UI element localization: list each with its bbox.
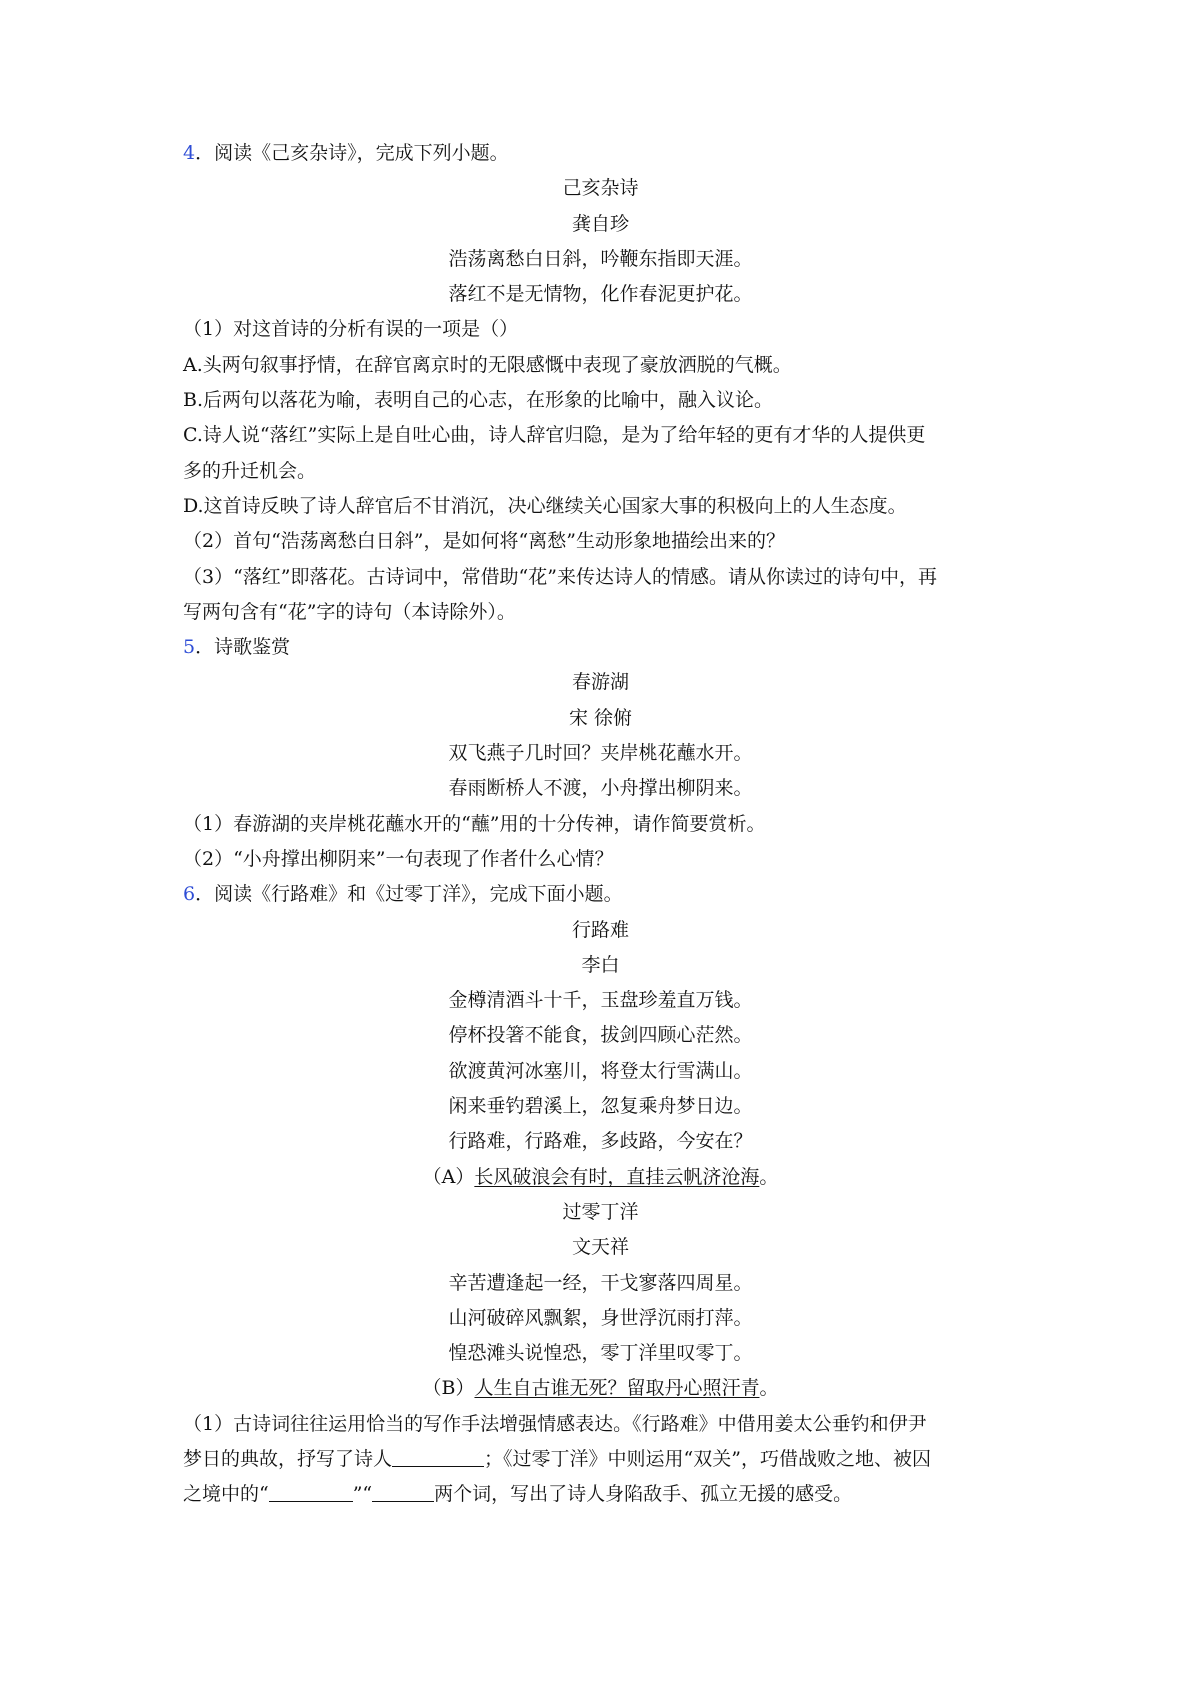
q4-option-b: B.后两句以落花为喻，表明自己的心志，在形象的比喻中，融入议论。 — [183, 389, 774, 412]
q6-poem1-line: 停杯投箸不能食，拔剑四顾心茫然。 — [448, 1024, 753, 1047]
q4-option-c: C.诗人说“落红”实际上是自吐心曲，诗人辞官归隐，是为了给年轻的更有才华的人提供更 — [183, 424, 926, 447]
q5-number: 5 — [183, 636, 196, 659]
mark-b: （B） — [422, 1377, 475, 1400]
underlined-line-b: 人生自古谁无死？留取丹心照汗青 — [474, 1377, 760, 1400]
q5-poem-line: 双飞燕子几时回？夹岸桃花蘸水开。 — [448, 742, 753, 765]
q5-intro: 5．诗歌鉴赏 — [183, 636, 291, 659]
q6-poem1-title: 行路难 — [571, 918, 629, 941]
q6-poem1-line: 金樽清酒斗十千，玉盘珍羞直万钱。 — [448, 989, 753, 1012]
q4-option-a: A.头两句叙事抒情，在辞官离京时的无限感慨中表现了豪放洒脱的气概。 — [183, 353, 792, 376]
q6-poem1-line: 欲渡黄河冰塞川，将登太行雪满山。 — [448, 1059, 753, 1082]
q6-intro: 6．阅读《行路难》和《过零丁洋》，完成下面小题。 — [183, 883, 623, 906]
q4-intro: 4．阅读《己亥杂诗》，完成下列小题。 — [183, 142, 509, 164]
q4-number: 4 — [183, 142, 196, 164]
q5-sub1: （1）春游湖的夹岸桃花蘸水开的“蘸”用的十分传神，请作简要赏析。 — [183, 812, 766, 835]
q6-poem2-author: 文天祥 — [571, 1236, 629, 1259]
q4-poem-line: 落红不是无情物，化作春泥更护花。 — [448, 283, 753, 306]
q4-option-d: D.这首诗反映了诗人辞官后不甘消沉，决心继续关心国家大事的积极向上的人生态度。 — [183, 494, 907, 517]
q6-poem2-line: 山河破碎风飘絮，身世浮沉雨打萍。 — [448, 1306, 753, 1329]
q6-poem1-line: 行路难，行路难，多歧路，今安在？ — [448, 1130, 753, 1153]
q6-sub1: （1）古诗词往往运用恰当的写作手法增强情感表达。《行路难》中借用姜太公垂钓和伊尹 — [183, 1412, 927, 1435]
q6-poem2-line-b: （B）人生自古谁无死？留取丹心照汗青。 — [422, 1377, 779, 1400]
q4-poem-title: 己亥杂诗 — [562, 177, 639, 200]
worksheet-page — [183, 136, 1018, 1513]
q4-sub3: （3）“落红”即落花。古诗词中，常借助“花”来传达诗人的情感。请从你读过的诗句中，再 — [183, 565, 937, 588]
q6-number: 6 — [183, 883, 196, 906]
q6-poem2-line: 惶恐滩头说惶恐，零丁洋里叹零丁。 — [448, 1342, 753, 1365]
q4-sub2: （2）首句“浩荡离愁白日斜”，是如何将“离愁”生动形象地描绘出来的？ — [183, 530, 785, 553]
answer-blank-2[interactable] — [269, 1481, 353, 1502]
q6-poem1-line: 闲来垂钓碧溪上，忽复乘舟梦日边。 — [448, 1095, 753, 1118]
answer-blank-3[interactable] — [372, 1481, 434, 1502]
q4-poem-author: 龚自珍 — [571, 212, 629, 235]
q6-poem2-line: 辛苦遭逢起一经，干戈寥落四周星。 — [448, 1271, 753, 1294]
q6-poem1-line-a: （A）长风破浪会有时，直挂云帆济沧海。 — [422, 1165, 779, 1188]
q5-poem-line: 春雨断桥人不渡，小舟撑出柳阴来。 — [448, 777, 753, 800]
q6-poem2-title: 过零丁洋 — [562, 1200, 639, 1223]
q4-sub3-cont: 写两句含有“花”字的诗句（本诗除外）。 — [183, 600, 516, 623]
q4-poem-line: 浩荡离愁白日斜，吟鞭东指即天涯。 — [448, 247, 753, 270]
q6-sub1-cont: 梦日的典故，抒写了诗人 ；《过零丁洋》中则运用“双关”，巧借战败之地、被囚 — [183, 1447, 931, 1470]
mark-a: （A） — [422, 1165, 475, 1188]
q6-sub1-cont2: 之境中的“ ”“ 两个词，写出了诗人身陷敌手、孤立无援的感受。 — [183, 1483, 853, 1506]
q4-sub1: （1）对这首诗的分析有误的一项是（） — [183, 318, 519, 341]
q5-poem-title: 春游湖 — [571, 671, 629, 694]
answer-blank-1[interactable] — [392, 1446, 484, 1467]
q4-option-c-cont: 多的升迁机会。 — [183, 459, 317, 482]
q5-sub2: （2）“小舟撑出柳阴来”一句表现了作者什么心情？ — [183, 847, 614, 870]
underlined-line-a: 长风破浪会有时，直挂云帆济沧海 — [474, 1165, 760, 1188]
q5-poem-author: 宋 徐俯 — [568, 706, 633, 729]
q6-poem1-author: 李白 — [581, 953, 620, 976]
